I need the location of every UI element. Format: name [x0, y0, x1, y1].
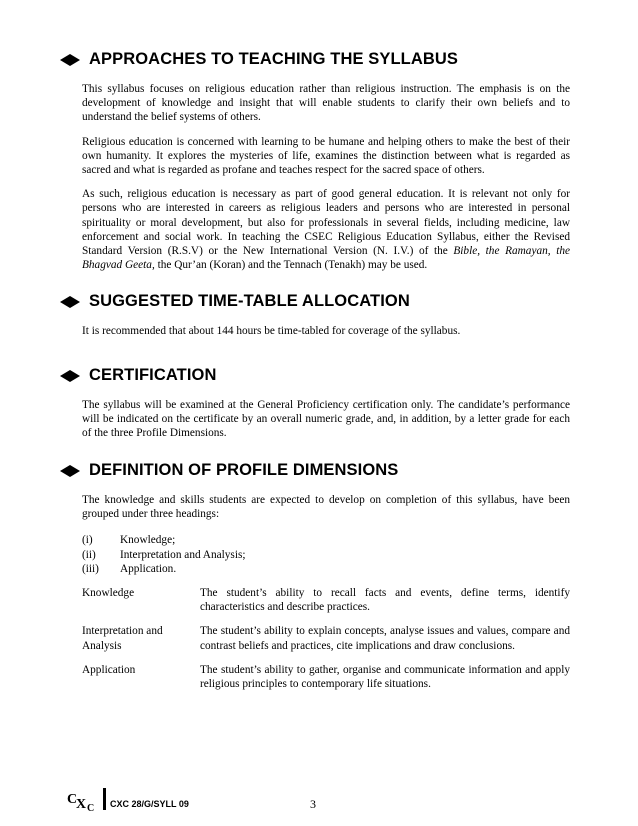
dimensions-table [82, 586, 570, 691]
paragraph-text: the Qur’an (Koran) and the Tennach (Tenakh) may be used. [154, 259, 428, 272]
dimension-term: Application [82, 663, 136, 676]
paragraph: Religious education is concerned with learning to be humane and helping others to make the best of their own humanity. It explores the mysteries of life, examines the distinction between what is regarded as sacred and what is regarded as profane and teaches respect for the sacred space of others. [82, 135, 570, 177]
list-text: Knowledge; [120, 534, 176, 547]
list-number: (ii) [82, 548, 96, 561]
dimension-term: Interpretation and Analysis [82, 625, 163, 652]
page-footer [60, 788, 580, 812]
list-text: Application. [120, 562, 177, 575]
list-item [82, 548, 570, 562]
heading-text: CERTIFICATION [89, 366, 217, 384]
section-heading [60, 50, 570, 69]
headings-list [82, 533, 570, 576]
dimension-row [82, 624, 570, 652]
dimension-row [82, 663, 570, 691]
svg-text:C: C [67, 792, 78, 807]
dimension-row [82, 586, 570, 614]
section-certification [60, 366, 570, 441]
cxc-logo-icon [67, 788, 99, 812]
list-item [82, 562, 570, 576]
diamond-bullet-icon [60, 296, 80, 308]
list-number: (i) [82, 534, 93, 547]
list-number: (iii) [82, 562, 99, 575]
paragraph: It is recommended that about 144 hours be time-tabled for coverage of the syllabus. [82, 325, 461, 337]
section-heading [60, 292, 570, 311]
diamond-bullet-icon [60, 465, 80, 477]
dimension-term: Knowledge [82, 587, 135, 600]
svg-text:C: C [87, 803, 95, 812]
paragraph: The knowledge and skills students are expected to develop on completion of this syllabus, have been grouped under three headings: [82, 494, 570, 521]
section-heading [60, 461, 570, 480]
scripture-titles: Bible, the Ramayan, the Bhagvad Geeta, [82, 245, 570, 272]
diamond-bullet-icon [60, 54, 80, 66]
syllabus-code: CXC 28/G/SYLL 09 [110, 799, 189, 809]
list-text: Interpretation and Analysis; [120, 548, 246, 561]
paragraph-bible-versions [82, 187, 570, 272]
section-timetable [60, 292, 570, 338]
footer-divider [103, 788, 106, 810]
dimension-description: The student’s ability to explain concepts, analyse issues and values, compare and contrast beliefs and practices, cite implications and draw conclusions. [200, 625, 570, 652]
paragraph: This syllabus focuses on religious education rather than religious instruction. The emphasis is on the development of knowledge and insight that will enable students to clarify their own beliefs and to understand the belief systems of others. [82, 83, 570, 124]
paragraph-text: As such, religious education is necessary as part of good general education. It is relevant not only for persons who are interested in careers as religious leaders and persons who are interested in personal spirituality or moral development, but also for professionals in several fields, including medicine, law enforcement and social work. In teaching the CSEC Religious Education Syllabus, either the Revised Standard Version (R.S.V) or the New International Version (N. I.V.) of the [82, 188, 570, 258]
section-approaches [60, 50, 570, 272]
section-heading [60, 366, 570, 385]
dimension-description: The student’s ability to recall facts and events, define terms, identify characteristics and describe practices. [200, 587, 570, 614]
heading-text: DEFINITION OF PROFILE DIMENSIONS [89, 461, 399, 479]
list-item [82, 533, 570, 547]
diamond-bullet-icon [60, 370, 80, 382]
heading-text: SUGGESTED TIME-TABLE ALLOCATION [89, 292, 410, 310]
paragraph: The syllabus will be examined at the General Proficiency certification only. The candidate’s performance will be indicated on the certificate by an overall numeric grade, and, in addition, by a letter grade for each of the three Profile Dimensions. [82, 399, 570, 440]
page-number: 3 [310, 797, 316, 811]
heading-text: APPROACHES TO TEACHING THE SYLLABUS [89, 50, 458, 68]
svg-text:X: X [76, 797, 87, 812]
section-profile-dimensions [60, 461, 570, 701]
dimension-description: The student’s ability to gather, organise and communicate information and apply religious principles to contemporary life situations. [200, 663, 570, 691]
